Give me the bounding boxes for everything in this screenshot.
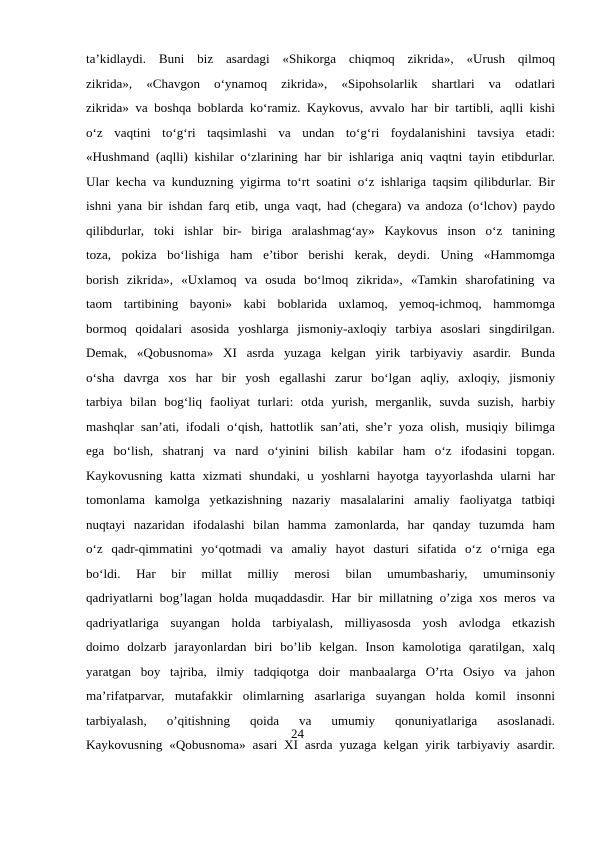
body-text [86, 47, 555, 758]
text-line: tarbiyalash, o’qitishning qoida va umumiy qonuniyatlariga asoslanadi. [86, 712, 555, 728]
text-line: qadriyatlariga suyangan holda tarbiyalash, milliyasosda yosh avlodga etkazish [86, 614, 555, 630]
text-line: qadriyatlarni bog’lagan holda muqaddasdir. Har bir millatning o’ziga xos meros va [86, 590, 555, 605]
text-line: Ular kecha va kunduzning yigirma to‘rt soatini o‘z ishlariga taqsim qilibdurlar. Bir [86, 173, 555, 189]
text-line: toza, pokiza bo‘lishiga ham e’tibor berishi kerak, deydi. Uning «Hammomga [86, 247, 555, 262]
text-line: o‘sha davrga xos har bir yosh egallashi zarur bo‘lgan aqliy, axloqiy, jismoniy [86, 369, 555, 385]
text-line: taom tartibining bayoni» kabi boblarida uxlamoq, yemoq-ichmoq, hammomga [86, 296, 555, 311]
text-line: «Hushmand (aqlli) kishilar o‘zlarining har bir ishlariga aniq vaqtni tayin etibdurlar. [86, 149, 555, 164]
text-line: nuqtayi nazaridan ifodalashi bilan hamma zamonlarda, har qanday tuzumda ham [86, 516, 555, 532]
text-line: ega bo‘lish, shatranj va nard o‘yinini bilish kabilar ham o‘z ifodasini topgan. [86, 443, 555, 458]
text-line: bormoq qoidalari asosida yoshlarga jismoniy-axloqiy tarbiya asoslari singdirilgan. [86, 320, 555, 336]
text-line: Demak, «Qobusnoma» XI asrda yuzaga kelgan yirik tarbiyaviy asardir. Bunda [86, 345, 555, 360]
text-line: tarbiya bilan bog‘liq faoliyat turlari: otda yurish, merganlik, suvda suzish, harbiy [86, 394, 555, 409]
text-line: yaratgan boy tajriba, ilmiy tadqiqotga doir manbaalarga O’rta Osiyo va jahon [86, 663, 555, 679]
text-line: Kaykovusning katta xizmati shundaki, u yoshlarni hayotga tayyorlashda ularni har [86, 467, 555, 483]
text-line: ta’kidlaydi. Buni biz asardagi «Shikorga chiqmoq zikrida», «Urush qilmoq [86, 51, 555, 66]
text-line: zikrida», «Chavgon o‘ynamoq zikrida», «Sipohsolarlik shartlari va odatlari [86, 75, 555, 91]
text-line: o‘z vaqtini to‘g‘ri taqsimlashi va undan to‘g‘ri foydalanishini tavsiya etadi: [86, 124, 555, 140]
text-line: bo‘ldi. Har bir millat milliy merosi bilan umumbashariy, umuminsoniy [86, 565, 555, 581]
text-line: zikrida» va boshqa boblarda ko‘ramiz. Kaykovus, avvalo har bir tartibli, aqlli kishi [86, 100, 555, 115]
page-number: 24 [291, 726, 304, 741]
text-line: o‘z qadr-qimmatini yo‘qotmadi va amaliy hayot dasturi sifatida o‘z o‘rniga ega [86, 541, 555, 556]
text-line: tomonlama kamolga yetkazishning nazariy masalalarini amaliy faoliyatga tatbiqi [86, 492, 555, 507]
text-line: doimo dolzarb jarayonlardan biri bo’lib kelgan. Inson kamolotiga qaratilgan, xalq [86, 639, 555, 654]
text-line: borish zikrida», «Uxlamoq va osuda bo‘lmoq zikrida», «Tamkin sharofatining va [86, 271, 555, 287]
text-line: ishni yana bir ishdan farq etib, unga vaqt, had (chegara) va andoza (o‘lchov) paydo [86, 198, 555, 213]
text-line: ma’rifatparvar, mutafakkir olimlarning asarlariga suyangan holda komil insonni [86, 688, 555, 703]
text-line: qilibdurlar, toki ishlar bir- biriga aralashmag‘ay» Kaykovus inson o‘z tanining [86, 222, 555, 238]
text-line: Kaykovusning «Qobusnoma» asari XI asrda yuzaga kelgan yirik tarbiyaviy asardir. [86, 737, 555, 752]
text-line: mashqlar san’ati, ifodali o‘qish, hattotlik san’ati, she’r yoza olish, musiqiy bilimga [86, 418, 555, 434]
